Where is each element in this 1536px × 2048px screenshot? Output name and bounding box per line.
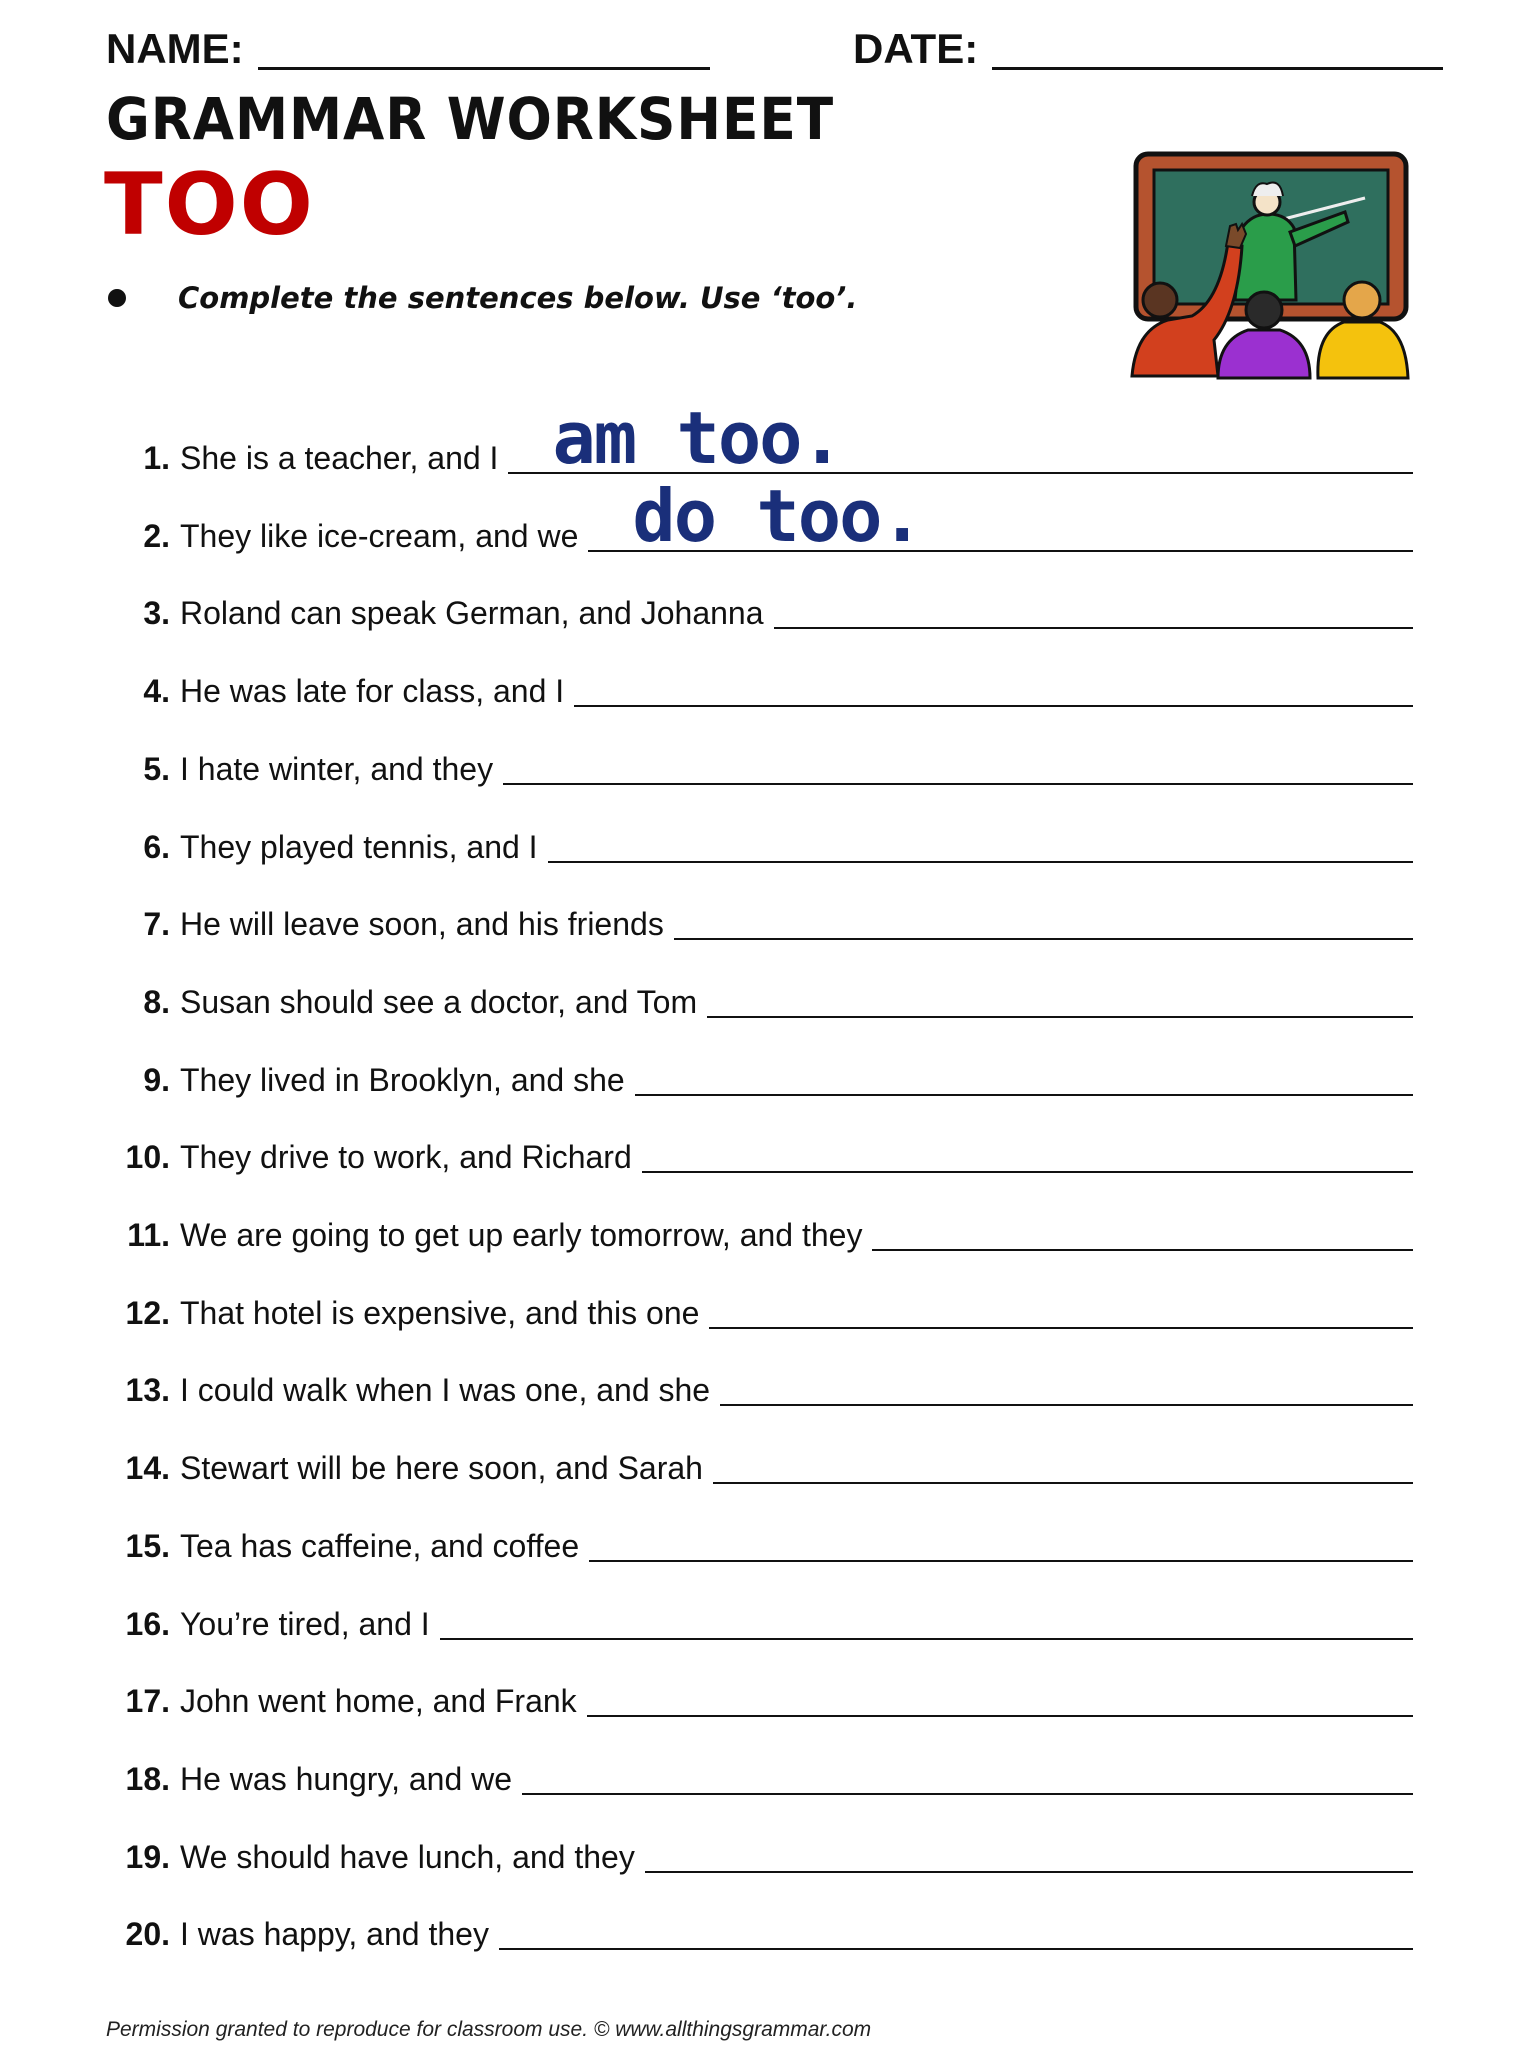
answer-blank[interactable] bbox=[574, 665, 1413, 707]
answer-blank[interactable] bbox=[589, 1520, 1413, 1562]
answer-blank[interactable] bbox=[872, 1209, 1413, 1251]
item-stem: He will leave soon, and his friends bbox=[180, 906, 664, 942]
item-number: 18. bbox=[125, 1761, 170, 1797]
item-number: 13. bbox=[125, 1372, 170, 1408]
answer-blank[interactable] bbox=[635, 1054, 1413, 1096]
item-number: 17. bbox=[125, 1683, 170, 1719]
item-stem: I could walk when I was one, and she bbox=[180, 1372, 711, 1408]
exercise-item bbox=[100, 896, 1413, 940]
exercise-item bbox=[100, 1751, 1413, 1795]
exercise-item bbox=[100, 974, 1413, 1018]
answer-blank[interactable] bbox=[503, 743, 1413, 785]
item-number: 1. bbox=[143, 440, 170, 476]
answer-blank[interactable] bbox=[642, 1131, 1413, 1173]
exercise-item bbox=[100, 1906, 1413, 1950]
name-label: NAME: bbox=[106, 25, 244, 72]
exercise-item bbox=[100, 741, 1413, 785]
name-field[interactable] bbox=[106, 20, 710, 70]
answer-blank[interactable] bbox=[713, 1442, 1413, 1484]
item-number: 20. bbox=[125, 1916, 170, 1952]
item-number: 16. bbox=[125, 1606, 170, 1642]
exercise-item bbox=[100, 1673, 1413, 1717]
instruction-text: Complete the sentences below. Use ‘too’. bbox=[178, 281, 858, 315]
item-stem: They drive to work, and Richard bbox=[180, 1139, 632, 1175]
date-label: DATE: bbox=[853, 25, 979, 72]
answer-blank[interactable] bbox=[508, 396, 1413, 480]
exercise-item bbox=[100, 585, 1413, 629]
item-number: 6. bbox=[143, 829, 170, 865]
item-stem: He was late for class, and I bbox=[180, 673, 565, 709]
exercise-item bbox=[100, 1362, 1413, 1406]
answer-blank[interactable] bbox=[774, 587, 1414, 629]
answer-blank[interactable] bbox=[522, 1753, 1413, 1795]
item-stem: I hate winter, and they bbox=[180, 751, 494, 787]
item-stem: That hotel is expensive, and this one bbox=[180, 1295, 700, 1331]
footer-permission: Permission granted to reproduce for classroom use. © www.allthingsgrammar.com bbox=[106, 2018, 872, 2041]
item-stem: They like ice-cream, and we bbox=[180, 518, 579, 554]
exercise-item bbox=[100, 663, 1413, 707]
item-stem: She is a teacher, and I bbox=[180, 440, 499, 476]
answer-blank[interactable] bbox=[587, 1675, 1413, 1717]
item-number: 9. bbox=[143, 1062, 170, 1098]
item-stem: John went home, and Frank bbox=[180, 1683, 577, 1719]
exercise-item bbox=[100, 1052, 1413, 1096]
date-field[interactable] bbox=[853, 20, 1443, 70]
bullet-icon bbox=[108, 289, 126, 307]
date-blank[interactable] bbox=[992, 31, 1443, 70]
item-number: 5. bbox=[143, 751, 170, 787]
item-number: 14. bbox=[125, 1450, 170, 1486]
answer-blank[interactable] bbox=[674, 898, 1413, 940]
item-number: 19. bbox=[125, 1839, 170, 1875]
item-number: 4. bbox=[143, 673, 170, 709]
answer-blank[interactable] bbox=[645, 1831, 1413, 1873]
item-stem: Roland can speak German, and Johanna bbox=[180, 595, 764, 631]
name-blank[interactable] bbox=[258, 31, 710, 70]
item-number: 11. bbox=[127, 1217, 170, 1253]
instruction-row bbox=[108, 278, 857, 318]
item-stem: We should have lunch, and they bbox=[180, 1839, 635, 1875]
answer-blank[interactable] bbox=[499, 1908, 1413, 1950]
item-stem: Susan should see a doctor, and Tom bbox=[180, 984, 698, 1020]
answer-blank[interactable] bbox=[720, 1364, 1413, 1406]
exercise-item bbox=[100, 474, 1413, 558]
item-stem: They played tennis, and I bbox=[180, 829, 538, 865]
exercise-item bbox=[100, 1440, 1413, 1484]
handwritten-answer: am too. bbox=[552, 396, 842, 480]
item-number: 12. bbox=[125, 1295, 170, 1331]
item-number: 3. bbox=[143, 595, 170, 631]
exercise-item bbox=[100, 1518, 1413, 1562]
item-stem: We are going to get up early tomorrow, and they bbox=[180, 1217, 863, 1253]
teacher-at-chalkboard-icon bbox=[1130, 150, 1420, 380]
exercise-item bbox=[100, 396, 1413, 480]
item-stem: Stewart will be here soon, and Sarah bbox=[180, 1450, 703, 1486]
exercise-item bbox=[100, 1207, 1413, 1251]
answer-blank[interactable] bbox=[707, 976, 1413, 1018]
answer-blank[interactable] bbox=[548, 821, 1413, 863]
exercise-item bbox=[100, 1129, 1413, 1173]
item-stem: He was hungry, and we bbox=[180, 1761, 513, 1797]
item-number: 8. bbox=[143, 984, 170, 1020]
item-stem: You’re tired, and I bbox=[180, 1606, 430, 1642]
exercise-item bbox=[100, 1829, 1413, 1873]
item-number: 10. bbox=[125, 1139, 170, 1175]
item-stem: They lived in Brooklyn, and she bbox=[180, 1062, 625, 1098]
item-number: 2. bbox=[143, 518, 170, 554]
exercise-item bbox=[100, 1285, 1413, 1329]
handwritten-answer: do too. bbox=[632, 474, 922, 558]
item-stem: I was happy, and they bbox=[180, 1916, 489, 1952]
worksheet-topic: TOO bbox=[104, 155, 315, 255]
exercise-item bbox=[100, 819, 1413, 863]
answer-blank[interactable] bbox=[588, 474, 1413, 558]
exercise-item bbox=[100, 1596, 1413, 1640]
answer-blank[interactable] bbox=[440, 1598, 1413, 1640]
worksheet-title: GRAMMAR WORKSHEET bbox=[106, 85, 835, 153]
item-number: 7. bbox=[143, 906, 170, 942]
item-number: 15. bbox=[125, 1528, 170, 1564]
item-stem: Tea has caffeine, and coffee bbox=[180, 1528, 580, 1564]
answer-blank[interactable] bbox=[709, 1287, 1413, 1329]
